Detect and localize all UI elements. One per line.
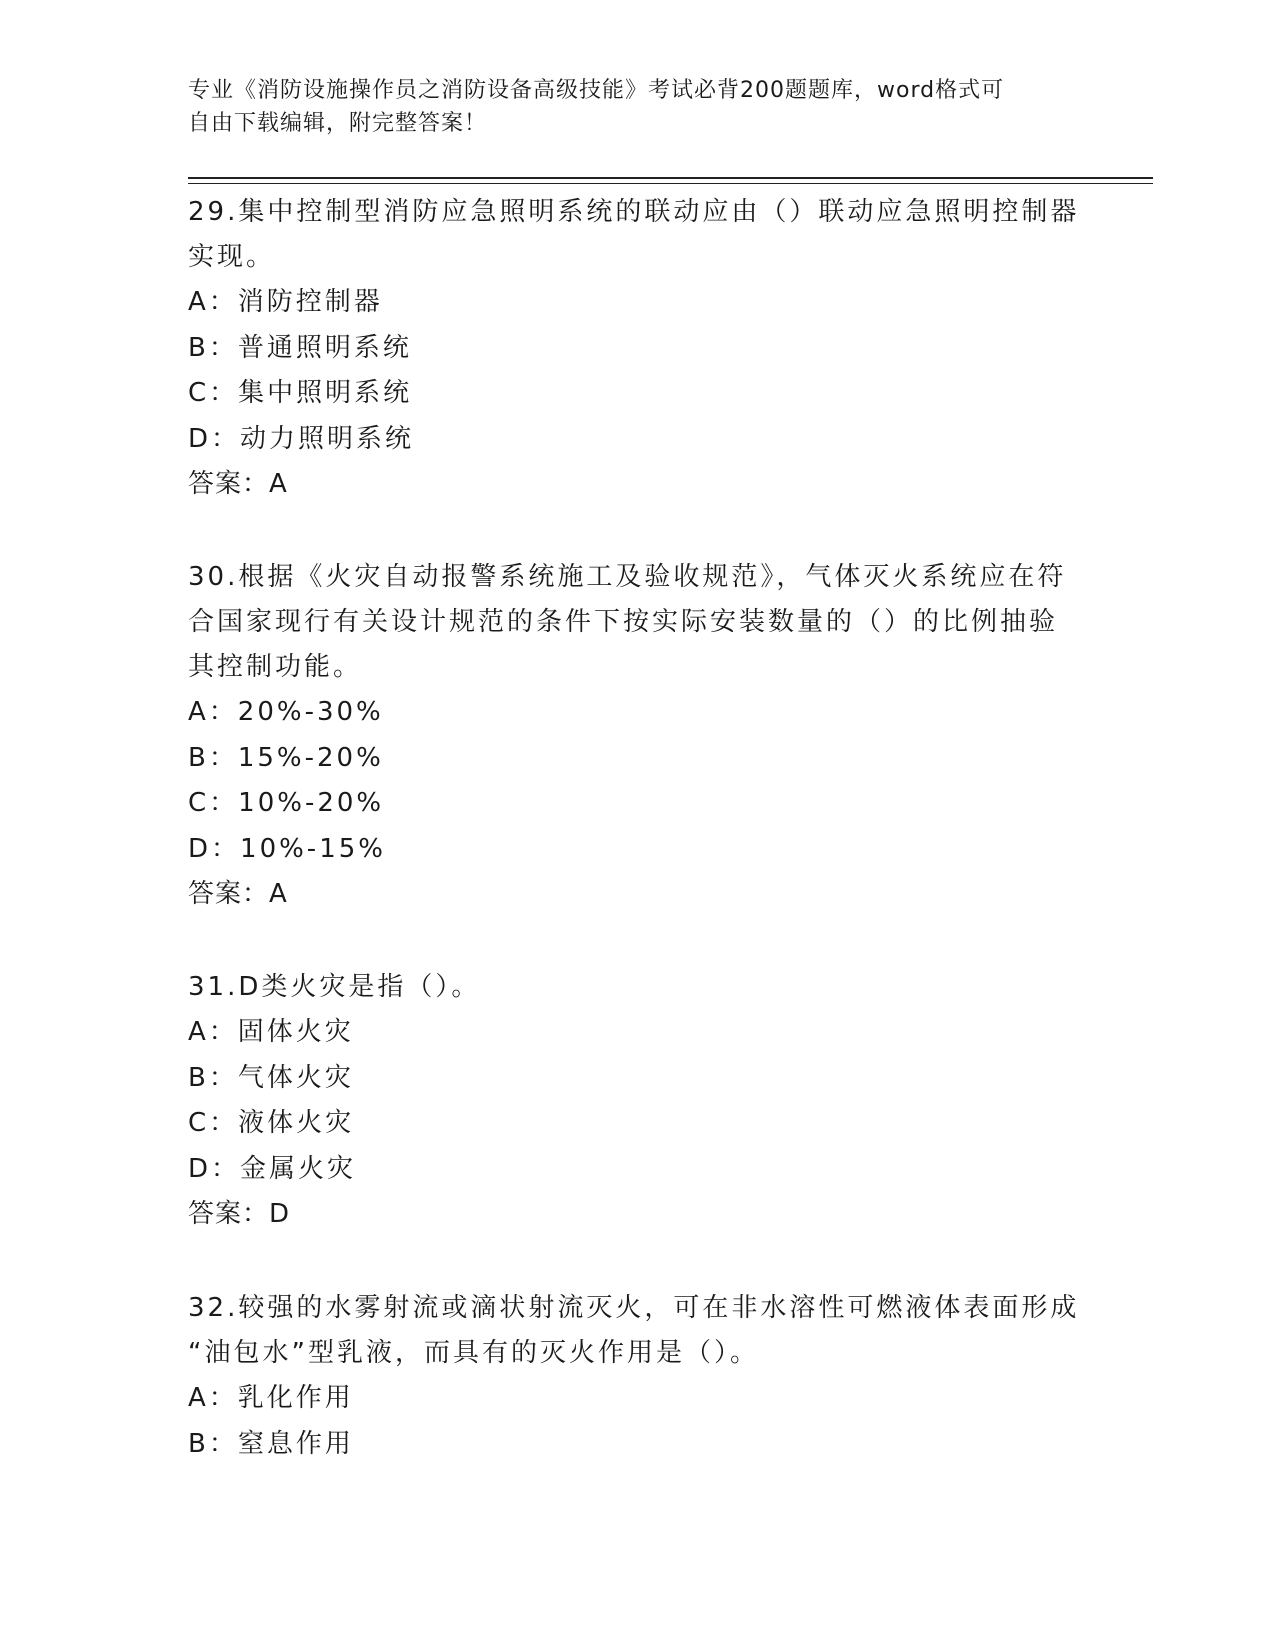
option-c: C：10%-20% bbox=[188, 788, 385, 818]
question-text-line: 实现。 bbox=[188, 242, 276, 272]
option-c: C：液体火灾 bbox=[188, 1108, 355, 1138]
question-32 bbox=[188, 1286, 1088, 1467]
question-text-line: 合国家现行有关设计规范的条件下按实际安装数量的（）的比例抽验 bbox=[188, 607, 1059, 637]
option-d: D：金属火灾 bbox=[188, 1153, 357, 1184]
question-text-line: 其控制功能。 bbox=[188, 652, 363, 682]
question-text-line: 31.D类火灾是指（）。 bbox=[188, 972, 481, 1002]
question-29 bbox=[188, 190, 1088, 507]
answer: 答案：A bbox=[188, 469, 288, 499]
question-30 bbox=[188, 555, 1088, 917]
option-c: C：集中照明系统 bbox=[188, 378, 413, 408]
header-line-1: 专业《消防设施操作员之消防设备高级技能》考试必背200题题库，word格式可 bbox=[188, 78, 1005, 103]
option-b: B：气体火灾 bbox=[188, 1062, 354, 1093]
option-d: D：动力照明系统 bbox=[188, 423, 415, 454]
option-d: D：10%-15% bbox=[188, 833, 386, 864]
option-b: B：普通照明系统 bbox=[188, 332, 412, 363]
option-a: A：乳化作用 bbox=[188, 1383, 354, 1413]
question-text-line: “油包水”型乳液，而具有的灭火作用是（）。 bbox=[188, 1338, 759, 1368]
question-31 bbox=[188, 965, 1088, 1237]
option-a: A：20%-30% bbox=[188, 697, 384, 727]
option-a: A：固体火灾 bbox=[188, 1017, 354, 1047]
answer: 答案：A bbox=[188, 879, 288, 909]
question-text-line: 32.较强的水雾射流或滴状射流灭火，可在非水溶性可燃液体表面形成 bbox=[188, 1293, 1080, 1323]
header-divider-thick bbox=[188, 177, 1153, 179]
question-text-line: 29.集中控制型消防应急照明系统的联动应由（）联动应急照明控制器 bbox=[188, 197, 1080, 227]
option-a: A：消防控制器 bbox=[188, 287, 383, 317]
question-text-line: 30.根据《火灾自动报警系统施工及验收规范》，气体灭火系统应在符 bbox=[188, 562, 1067, 592]
option-b: B：15%-20% bbox=[188, 742, 384, 773]
answer: 答案：D bbox=[188, 1199, 291, 1229]
header-divider-thin bbox=[188, 183, 1153, 184]
header-line-2: 自由下载编辑，附完整答案！ bbox=[188, 111, 488, 136]
document-header bbox=[188, 74, 1068, 140]
option-b: B：窒息作用 bbox=[188, 1428, 354, 1459]
